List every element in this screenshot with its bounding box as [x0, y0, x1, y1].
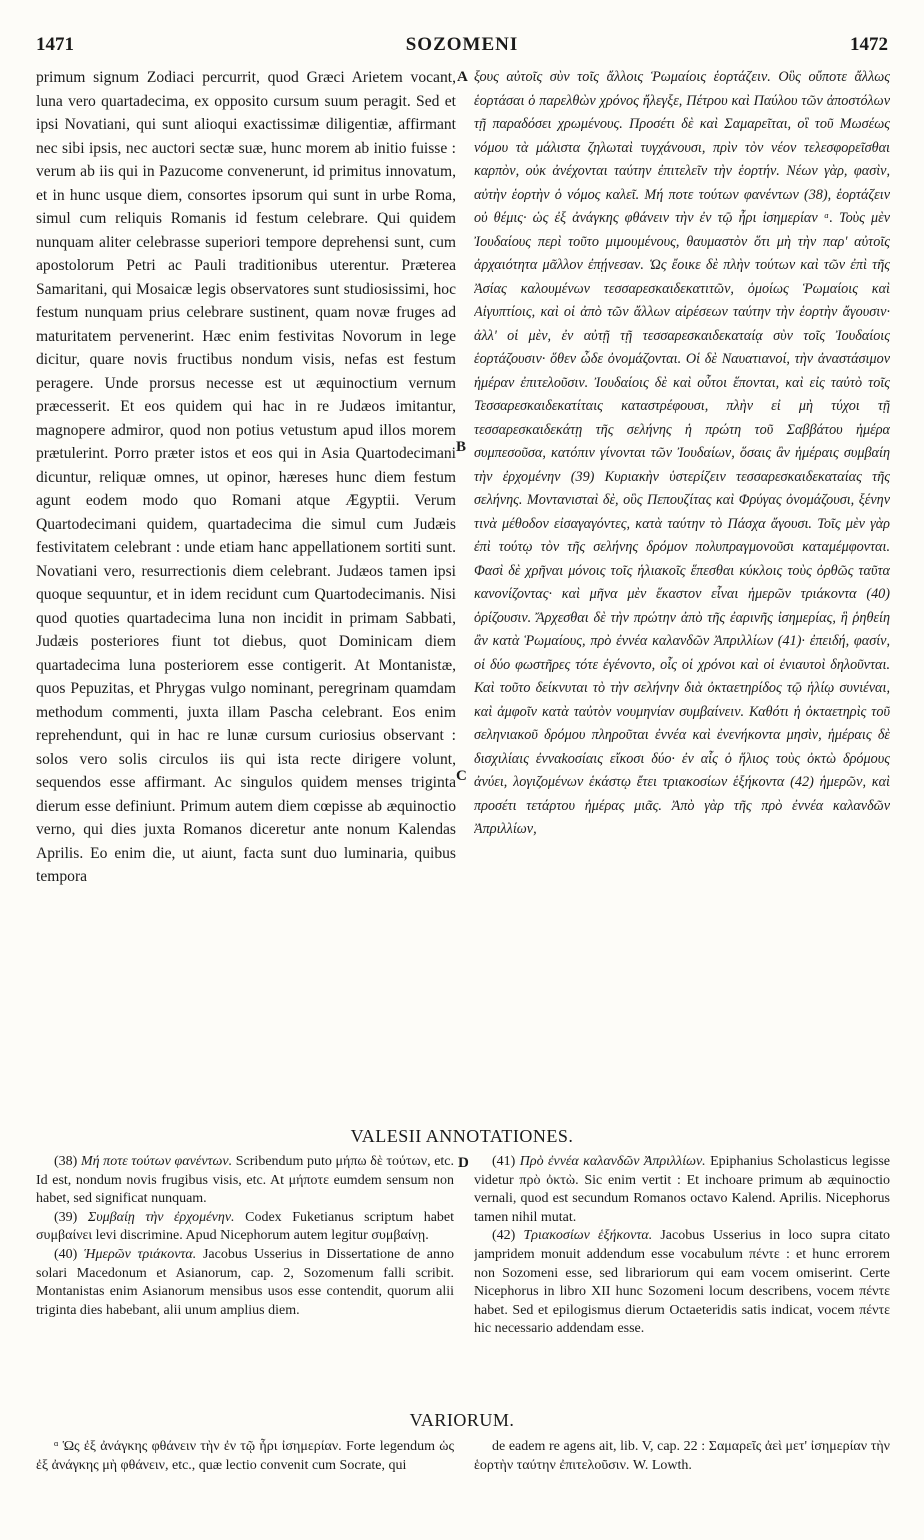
greek-text: ξους αὐτοῖς σὺν τοῖς ἄλλοις Ῥωμαίοις ἑορτάζειν. Οὓς οὔποτε ἄλλως ἑορτάσαι ὁ παρελθὼν χρόνος ἤλεγξε, Πέτρου καὶ Παύλου τῶν ἀποστόλων τῇ παραδόσει χρωμένους. Προσέτι δὲ καὶ Σαμαρεῖται, οἳ τοῦ Μωσέως νόμου τὰ μάλιστα ζηλωταὶ τυγχάνουσι, πρὶν τὸν νέον τελεσφορεῖσθαι καρπὸν, οὐκ ἀνέχονται ταύτην ἐπιτελεῖν τὴν ἑορτήν. Νέων γὰρ, φασὶν, αὐτὴν ἑορτὴν ὁ νόμος καλεῖ. Μή ποτε τούτων φανέντων (38), ἑορτάζειν οὐ θέμις· ὡς ἐξ ἀνάγκης φθάνειν τὴν ἐν τῷ ἦρι ἰσημερίαν ᵅ. Τοὺς μὲν Ἰουδαίους περὶ τοῦτο μιμουμένους, θαυμαστὸν ὅτι μὴ τὴν παρ' αὐτοῖς ἀρχαιότητα μᾶλλον ἐπῄνεσαν. Ὡς ἔοικε δὲ πλὴν τούτων καὶ τῶν ἐπὶ τῆς Ἀσίας καλουμένων τεσσαρεσκαιδεκατιτῶν, ὁμοίως Ῥωμαίοις καὶ Αἰγυπτίοις, καὶ οἱ ἀπὸ τῶν ἄλλων αἱρέσεων ταύτην τὴν ἑορτὴν ἄγουσιν· ἀλλ' οἱ μὲν, ἐν αὐτῇ τῇ τεσσαρεσκαιδεκαταίᾳ σὺν τοῖς Ἰουδαίοις ἑορτάζουσιν· ὅθεν ὧδε ὀνομάζονται. Οἱ δὲ Ναυατιανοί, τὴν ἀναστάσιμον ἡμέραν ἐπιτελοῦσιν. Ἰουδαίοις δὲ καὶ οὗτοι ἕπονται, καὶ εἰς ταὐτὸ τοῖς Τεσσαρεσκαιδεκατίταις καταστρέφουσι, πλὴν εἰ μὴ τύχοι τῇ τεσσαρεσκαιδεκάτῃ τῆς σελήνης ἡ πρώτη τοῦ Σαββάτου ἡμέρα συμπεσοῦσα, κατόπιν γίνονται τῶν Ἰουδαίων, ὅσαις ἂν ἡμέραις συμβαίη τὴν ἐρχομένην (39) Κυριακὴν ὑστερίζειν τεσσαρεσκαιδεκαταίας τῆς σελήνης. Μοντανισταὶ δὲ, οὓς Πεπουζίτας καὶ Φρύγας ὀνομάζουσι, ξένην τινὰ μέθοδον εἰσαγαγόντες, κατὰ ταύτην τὸ Πάσχα ἄγουσι. Τοῖς μὲν γὰρ ἐπὶ τούτῳ τὸν τῆς σελήνης δρόμον πολυπραγμονοῦσι καταμέμφονται. Φασὶ δὲ χρῆναι μόνοις τοῖς ἡλιακοῖς ἕπεσθαι κύκλοις τοὺς ὀρθῶς ταῦτα κανονίζοντας· καὶ μῆνα μὲν ἕκαστον εἶναι ἡμερῶν τριάκοντα (40) ὁρίζουσιν. Ἄρχεσθαι δὲ τὴν πρώτην ἀπὸ τῆς ἐαρινῆς ἰσημερίας, ἣ ῥηθείη ἂν κατὰ Ῥωμαίους, πρὸ ἐννέα καλανδῶν Ἀπριλλίων (41)· ἐπειδή, φασίν, οἱ δύο φωστῆρες τότε ἐγένοντο, οἷς οἱ χρόνοι καὶ οἱ ἐνιαυτοὶ δηλοῦνται. Καὶ τοῦτο δείκνυται τὸ τὴν σελήνην διὰ ὀκταετηρίδος τῷ ἡλίῳ συνιέναι, καὶ ἀμφοῖν κατὰ ταὐτὸν νουμηνίαν συμβαίνειν. Καθότι ἡ ὀκταετηρὶς τοῦ σεληνιακοῦ δρόμου πληροῦται ἐννέα καὶ ἐνενήκοντα μησὶν, ἡμέραις δὲ δισχιλίαις ἐνναkοσίαις εἴκοσι δύο· ἐν αἷς ὁ ἥλιος τοὺς ὀκτὼ δρόμους ἀνύει, λογιζομένων ἑκάστῳ ἔτει τριακοσίων ἑξήκοντα (42) ἡμερῶν, καὶ προσέτι τετάρτου ἡμέρας μιᾶς. Ἀπὸ γὰρ τῆς πρὸ ἐννέα καλανδῶν Ἀπριλλίων,	[474, 69, 890, 837]
note-40	[36, 1246, 454, 1320]
note-38	[36, 1153, 454, 1209]
note-ref: (41)	[492, 1154, 516, 1169]
note-41	[474, 1153, 890, 1227]
left-page-number: 1471	[36, 34, 74, 55]
note-42	[474, 1227, 890, 1339]
section-marker-d: D	[458, 1155, 469, 1171]
note-lemma: Ἡμερῶν τριάκοντα.	[84, 1246, 197, 1262]
note-ref: (42)	[492, 1228, 516, 1244]
right-page-number: 1472	[850, 34, 888, 55]
greek-column	[474, 66, 890, 1122]
variorum-right-text: de eadem re agens ait, lib. V, cap. 22 : Σαμαρεῖς ἀεὶ μετ' ἰσημερίαν τὴν ἑορτὴν ταύτην ἐπιτελοῦσιν. W. Lowth.	[474, 1439, 890, 1473]
section-marker-b: B	[456, 439, 467, 455]
latin-text: primum signum Zodiaci percurrit, quod Græci Arietem vocant, luna vero quartadecima, ex opposito cursum suum peragit. Sed et ipsi Novatiani, qui sunt alioqui exactissimæ diligentiæ, affirmant nec sibi ipsis, nec auctori sectæ suæ, hunc morem ab initio fuisse : verum ab iis qui in Pazucome convenerunt, id primitus innovatum, et in hunc usque diem, consortes ipsorum qui sunt in urbe Roma, simul cum reliquis Romanis id festum celebrare. Qui quidem nunquam aliter celebrasse superiori tempore deprehensi sunt, cum apostolorum Petri ac Pauli traditionibus uterentur. Præterea Samaritani, qui Mosaicæ legis observatores sunt studiosissimi, hoc festum nunquam prius celebrare sustinent, quam novæ fruges ad maturitatem pervenerint. Hæc enim festivitas Novorum in lege dicitur, quare novis fructibus nondum visis, nefas est festum peragere. Unde prorsus necesse est ut æquinoctium vernum præcesserit. Et eos quidem qui hac in re Judæos imitantur, magnopere admiror, quod non potius vetustum apud illos morem prætulerint. Porro præter istos et eos qui in Asia Quartodecimani dicuntur, reliquæ omnes, ut opinor, hæreses hunc diem festum agunt eodem modo quo Romani atque Ægyptii. Verum Quartodecimani quidem, quartadecima die simul cum Judæis festivitatem celebrant : unde etiam hanc appellationem sortiti sunt. Novatiani vero, resurrectionis diem celebrant. Judæos tamen ipsi quoque sequuntur, et in idem recidunt cum Quartodecimanis. Nisi quod quoties quartadecima luna non incidit in primam Sabbati, Judæis posteriores fiunt tot diebus, quot Dominicam diem quartadecima luna posteriorem esse contigerit. At Montanistæ, quos Pepuzitas, et Phrygas vulgo nominant, peregrinam quamdam methodum commenti, juxta illam Pascha celebrant. Eos enim reprehendunt, qui in hac re lunæ cursum curiosius observant : solos vero solis circulos iis qui ista recte dirigere volunt, sequendos esse affirmant. Ac singulos quidem menses triginta dierum esse definiunt. Primum autem diem cœpisse ab æquinoctio verno, qui dies juxta Romanos diceretur ante nonum Kalendas Aprilis. Eo enim die, ut aiunt, facta sunt duo luminaria, quibus tempora	[36, 69, 456, 885]
note-39	[36, 1209, 454, 1246]
note-text: Jacobus Usserius in Dissertatione de anno solari Macedonum et Asianorum, cap. 2, Sozomenum falli scribit. Montanistas enim Asianorum mensibus usos esse contendit, quorum alii triginta dies habebant, alii unum amplius diem.	[36, 1246, 454, 1318]
running-title: SOZOMENI	[405, 34, 519, 55]
note-lemma: Συμβαίῃ τὴν ἐρχομένην.	[87, 1209, 235, 1225]
note-lemma: Πρὸ ἐννέα καλανδῶν Ἀπριλλίων.	[519, 1154, 706, 1169]
note-text: Scribendum puto μήπω δὲ τούτων, etc. Id est, nondum novis frugibus visis, etc. At μήποτε eumdem sensum non habet, sed significat nunquam.	[36, 1154, 454, 1207]
note-text: Jacobus Usserius in loco supra citato jampridem monuit addendum esse vocabulum πέντε : et hunc errorem non Sozomeni esse, sed librariorum qui eam vocem omiserint. Certe Nicephorus in libro XII hunc Sozomeni locum describens, vocem πέντε habet. Sed et epilogismus dierum Octaeteridis satis indicat, vocem πέντε hic necessario addendam esse.	[474, 1228, 890, 1337]
valesii-notes-right	[474, 1153, 890, 1403]
page-header	[36, 34, 888, 64]
section-marker-a: A	[457, 69, 468, 85]
note-lemma: Μή ποτε τούτων φανέντων.	[80, 1154, 233, 1169]
variorum-heading: VARIORUM.	[409, 1410, 515, 1430]
note-text: Codex Fuketianus scriptum habet συμβαίνει levi discrimine. Apud Nicephorum autem legitur συμβαίνῃ.	[36, 1209, 454, 1244]
variorum-left	[36, 1438, 454, 1508]
note-text: Epiphanius Scholasticus legisse videtur πρὸ ὀκτὼ. Sic enim vertit : Et inchoare primum ab æquinoctio vernali, quod est secundum Romanos octavo Kalend. Aprilis. Nicephorus tamen nihil mutat.	[474, 1154, 890, 1225]
latin-column	[36, 66, 456, 1122]
variorum-left-text: ᵅ Ὡς ἐξ ἀνάγκης φθάνειν τὴν ἐν τῷ ἦρι ἰσημερίαν. Forte legendum ὡς ἐξ ἀνάγκης μὴ φθάνειν, etc., quæ lectio convenit cum Socrate, qui	[36, 1439, 454, 1473]
note-ref: (38)	[54, 1154, 78, 1169]
valesii-heading: VALESII ANNOTATIONES.	[350, 1126, 574, 1146]
section-marker-c: C	[456, 768, 467, 784]
note-ref: (40)	[54, 1246, 78, 1262]
variorum-right	[474, 1438, 890, 1508]
note-ref: (39)	[54, 1209, 78, 1225]
valesii-notes-left	[36, 1153, 454, 1403]
note-lemma: Τριακοσίων ἑξήκοντα.	[523, 1228, 653, 1244]
